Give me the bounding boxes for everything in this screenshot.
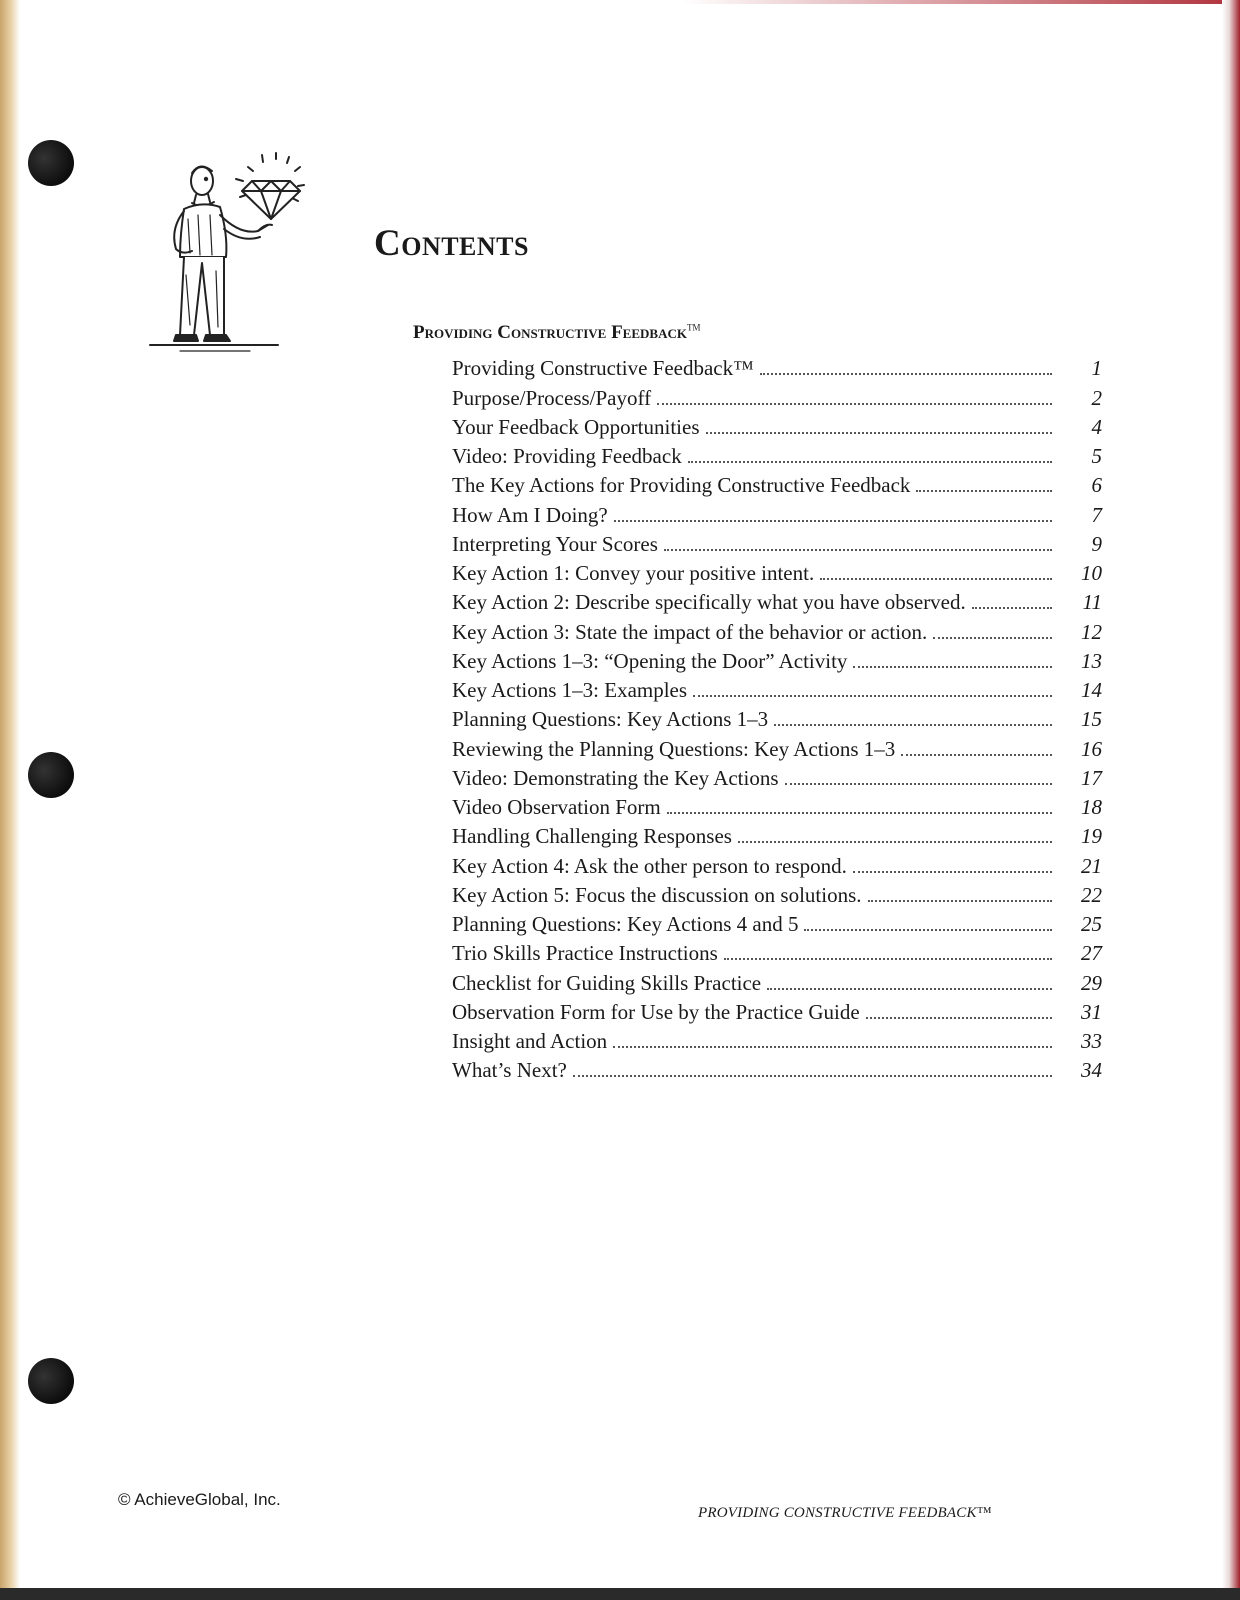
toc-entry — [452, 702, 1102, 731]
toc-entry-title: Key Action 3: State the impact of the behavior or action. — [452, 619, 928, 644]
toc-page-number: 4 — [1091, 414, 1102, 439]
toc-entry-title: Key Actions 1–3: “Opening the Door” Activity — [452, 648, 848, 673]
page-left-edge — [0, 0, 20, 1600]
toc-entry — [452, 497, 1102, 526]
toc-entry-title: How Am I Doing? — [452, 502, 608, 527]
toc-entry-title: Trio Skills Practice Instructions — [452, 941, 718, 966]
toc-entry-title: Key Action 2: Describe specifically what you have observed. — [452, 590, 966, 615]
toc-page-number: 12 — [1081, 619, 1102, 644]
toc-page-number: 33 — [1081, 1029, 1102, 1053]
punch-hole-middle — [28, 752, 74, 798]
toc-entry — [452, 410, 1102, 439]
toc-page-number: 9 — [1091, 531, 1102, 556]
toc-page-number: 5 — [1091, 444, 1102, 468]
toc-entry — [452, 907, 1102, 936]
toc-entry — [452, 351, 1102, 380]
dot-leader — [693, 695, 1052, 697]
toc-entry-title: Purpose/Process/Payoff — [452, 385, 652, 410]
toc-page-number: 10 — [1081, 561, 1102, 585]
toc-entry-title: Video Observation Form — [452, 795, 661, 819]
dot-leader — [820, 578, 1052, 580]
toc-page-number: 19 — [1081, 824, 1102, 849]
dot-leader — [688, 461, 1052, 463]
toc-entry-title: Insight and Action — [452, 1029, 608, 1053]
dot-leader — [738, 841, 1052, 843]
toc-page-number: 13 — [1081, 648, 1102, 673]
dot-leader — [916, 490, 1052, 492]
punch-hole-bottom — [28, 1358, 74, 1404]
toc-entry — [452, 936, 1102, 965]
toc-entry — [452, 790, 1102, 819]
toc-entry-title: Handling Challenging Responses — [452, 824, 732, 849]
toc-page-number: 25 — [1081, 912, 1102, 936]
dot-leader — [933, 637, 1052, 639]
toc-entry — [452, 527, 1102, 556]
toc-entry — [452, 965, 1102, 994]
toc-entry-title: Key Action 4: Ask the other person to respond. — [452, 853, 847, 878]
toc-entry — [452, 1053, 1102, 1082]
toc-entry-title: Video: Providing Feedback — [452, 444, 682, 468]
dot-leader — [774, 724, 1052, 726]
dot-leader — [667, 812, 1052, 814]
toc-entry — [452, 556, 1102, 585]
toc-page-number: 7 — [1091, 502, 1102, 527]
toc-page-number: 14 — [1081, 678, 1102, 702]
toc-entry-title: Checklist for Guiding Skills Practice — [452, 970, 762, 995]
man-holding-diamond-illustration — [140, 145, 310, 375]
binder-red-edge — [1222, 0, 1240, 1600]
page-bottom-edge — [0, 1588, 1240, 1600]
page-top-edge — [0, 0, 1240, 4]
section-heading — [413, 322, 700, 344]
toc-entry-title: Key Action 5: Focus the discussion on solutions. — [452, 882, 862, 907]
toc-entry-title: What’s Next? — [452, 1058, 567, 1083]
toc-entry-title: Planning Questions: Key Actions 4 and 5 — [452, 912, 799, 936]
toc-entry-title: Key Actions 1–3: Examples — [452, 678, 688, 702]
page-title: Contents — [374, 223, 529, 264]
running-footer-title: PROVIDING CONSTRUCTIVE FEEDBACK™ — [698, 1505, 992, 1521]
toc-entry — [452, 731, 1102, 760]
dot-leader — [804, 929, 1052, 931]
toc-page-number: 6 — [1091, 473, 1102, 498]
dot-leader — [972, 607, 1052, 609]
toc-page-number: 31 — [1081, 999, 1102, 1024]
toc-page-number: 22 — [1081, 882, 1102, 907]
toc-entry-title: Interpreting Your Scores — [452, 531, 658, 556]
dot-leader — [613, 1046, 1052, 1048]
toc-page-number: 34 — [1081, 1058, 1102, 1083]
toc-entry-title: Reviewing the Planning Questions: Key Actions 1–3 — [452, 736, 896, 761]
toc-entry — [452, 380, 1102, 409]
dot-leader — [853, 666, 1052, 668]
toc-entry — [452, 995, 1102, 1024]
dot-leader — [614, 520, 1052, 522]
toc-entry-title: Planning Questions: Key Actions 1–3 — [452, 707, 769, 732]
toc-entry — [452, 644, 1102, 673]
toc-entry — [452, 878, 1102, 907]
toc-entry — [452, 468, 1102, 497]
dot-leader — [868, 900, 1053, 902]
dot-leader — [901, 754, 1052, 756]
dot-leader — [767, 988, 1052, 990]
toc-page-number: 27 — [1081, 941, 1102, 966]
dot-leader — [866, 1017, 1052, 1019]
dot-leader — [760, 373, 1052, 375]
dot-leader — [573, 1075, 1052, 1077]
toc-page-number: 11 — [1082, 590, 1102, 615]
trademark-mark: TM — [686, 322, 701, 333]
punch-hole-top — [28, 140, 74, 186]
toc-entry-title: Observation Form for Use by the Practice Guide — [452, 999, 860, 1024]
toc-page-number: 21 — [1081, 853, 1102, 878]
toc-page-number: 16 — [1081, 736, 1102, 761]
toc-entry — [452, 585, 1102, 614]
toc-entry — [452, 614, 1102, 643]
dot-leader — [785, 783, 1052, 785]
toc-page-number: 1 — [1091, 356, 1102, 381]
toc-entry — [452, 761, 1102, 790]
toc-entry-title: Providing Constructive Feedback™ — [452, 356, 754, 381]
toc-page-number: 15 — [1081, 707, 1102, 732]
toc-entry-title: The Key Actions for Providing Constructive Feedback — [452, 473, 911, 498]
dot-leader — [706, 432, 1052, 434]
toc-page-number: 29 — [1081, 970, 1102, 995]
toc-entry — [452, 819, 1102, 848]
copyright-notice: © AchieveGlobal, Inc. — [118, 1490, 281, 1509]
dot-leader — [853, 871, 1052, 873]
toc-entry — [452, 848, 1102, 877]
toc-entry — [452, 1024, 1102, 1053]
section-heading-text: Providing Constructive Feedback — [413, 322, 687, 343]
dot-leader — [657, 403, 1052, 405]
dot-leader — [664, 549, 1052, 551]
toc-entry-title: Key Action 1: Convey your positive intent. — [452, 561, 815, 585]
toc-page-number: 2 — [1091, 385, 1102, 410]
dot-leader — [724, 958, 1052, 960]
table-of-contents — [452, 351, 1102, 1082]
toc-entry-title: Video: Demonstrating the Key Actions — [452, 765, 779, 790]
toc-entry — [452, 673, 1102, 702]
toc-page-number: 17 — [1081, 765, 1102, 790]
toc-page-number: 18 — [1081, 795, 1102, 819]
toc-entry — [452, 439, 1102, 468]
toc-entry-title: Your Feedback Opportunities — [452, 414, 700, 439]
